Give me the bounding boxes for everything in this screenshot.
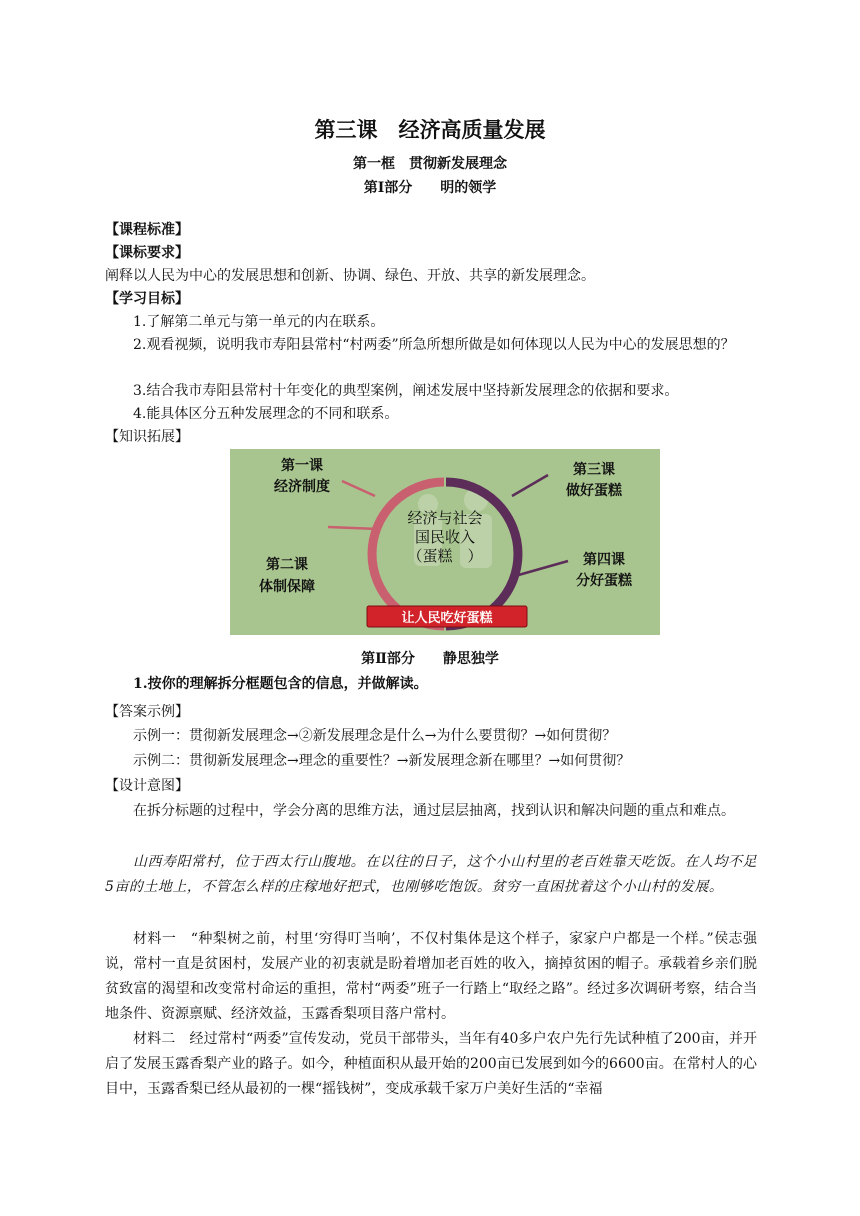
answer-example-one: 示例一：贯彻新发展理念→②新发展理念是什么→为什么要贯彻？→如何贯彻？ — [133, 728, 617, 744]
center-line-one: 经济与社会 — [407, 509, 483, 527]
learning-goal-item: 2.观看视频，说明我市寿阳县常村“村两委”所急所想所做是如何体现以人民为中心的发展思想的？ — [133, 337, 735, 353]
lesson-two-sub: 体制保障 — [259, 579, 315, 595]
knowledge-extension-heading: 【知识拓展】 — [105, 429, 189, 445]
lesson-three-sub: 做好蛋糕 — [566, 483, 622, 499]
lesson-two-label: 第二课 — [266, 557, 308, 573]
lesson-four-label: 第四课 — [583, 552, 625, 568]
question-one: 1.按你的理解拆分框题包含的信息，并做解读。 — [133, 676, 428, 692]
course-requirement-heading: 【课标要求】 — [105, 245, 189, 261]
banner-text: 让人民吃好蛋糕 — [401, 611, 493, 626]
material-one-paragraph: 材料一 “种梨树之前，村里‘穷得叮当响’，不仅村集体是这个样子，家家户户都是一个样。”侯志强说，常村一直是贫困村，发展产业的初衷就是盼着增加老百姓的收入，摘掉贫困的帽子。承载着乡亲们脱贫致富的渴望和改变常村命运的重担，常村“两委”班子一行踏上“取经之路”。经过多次调研考察，结合当地条件、资源禀赋、经济效益，玉露香梨项目落户常村。 — [105, 931, 757, 1022]
part-two-heading: 第Ⅱ部分 静思独学 — [361, 651, 499, 667]
center-line-three: （蛋糕 ） — [407, 547, 483, 565]
concept-diagram — [230, 449, 660, 635]
part-one-heading: 第Ⅰ部分 明的领学 — [363, 180, 497, 196]
course-standard-heading: 【课程标准】 — [105, 222, 189, 238]
story-paragraph: 山西寿阳常村，位于西太行山腹地。在以往的日子，这个小山村里的老百姓靠天吃饭。在人均不足5亩的土地上，不管怎么样的庄稼地好把式，也刚够吃饱饭。贫穷一直困扰着这个小山村的发展。 — [105, 854, 757, 895]
design-intent-paragraph: 在拆分标题的过程中，学会分离的思维方法，通过层层抽离，找到认识和解决问题的重点和难点。 — [133, 803, 735, 819]
lesson-one-label: 第一课 — [281, 458, 323, 474]
section-subtitle: 第一框 贯彻新发展理念 — [353, 156, 507, 172]
course-requirement-text: 阐释以人民为中心的发展思想和创新、协调、绿色、开放、共享的新发展理念。 — [105, 268, 595, 284]
page-title: 第三课 经济高质量发展 — [314, 117, 546, 142]
learning-goals-heading: 【学习目标】 — [105, 291, 189, 307]
center-line-two: 国民收入 — [414, 528, 476, 546]
learning-goal-item: 1.了解第二单元与第一单元的内在联系。 — [133, 314, 385, 330]
learning-goal-item: 4.能具体区分五种发展理念的不同和联系。 — [133, 406, 399, 422]
lesson-one-sub: 经济制度 — [274, 479, 330, 495]
design-intent-heading: 【设计意图】 — [105, 778, 189, 794]
answer-example-heading: 【答案示例】 — [105, 704, 189, 720]
lesson-three-label: 第三课 — [573, 462, 615, 478]
answer-example-two: 示例二：贯彻新发展理念→理念的重要性？→新发展理念新在哪里？→如何贯彻？ — [133, 753, 631, 769]
lesson-four-sub: 分好蛋糕 — [576, 573, 632, 589]
learning-goal-item: 3.结合我市寿阳县常村十年变化的典型案例，阐述发展中坚持新发展理念的依据和要求。 — [133, 383, 679, 399]
material-two-paragraph: 材料二 经过常村“两委”宣传发动，党员干部带头，当年有40多户农户先行先试种植了200亩，并开启了发展玉露香梨产业的路子。如今，种植面积从最开始的200亩已发展到如今的6600亩。在常村人的心目中，玉露香梨已经从最初的一棵“摇钱树”，变成承载千家万户美好生活的“幸福 — [105, 1031, 757, 1097]
